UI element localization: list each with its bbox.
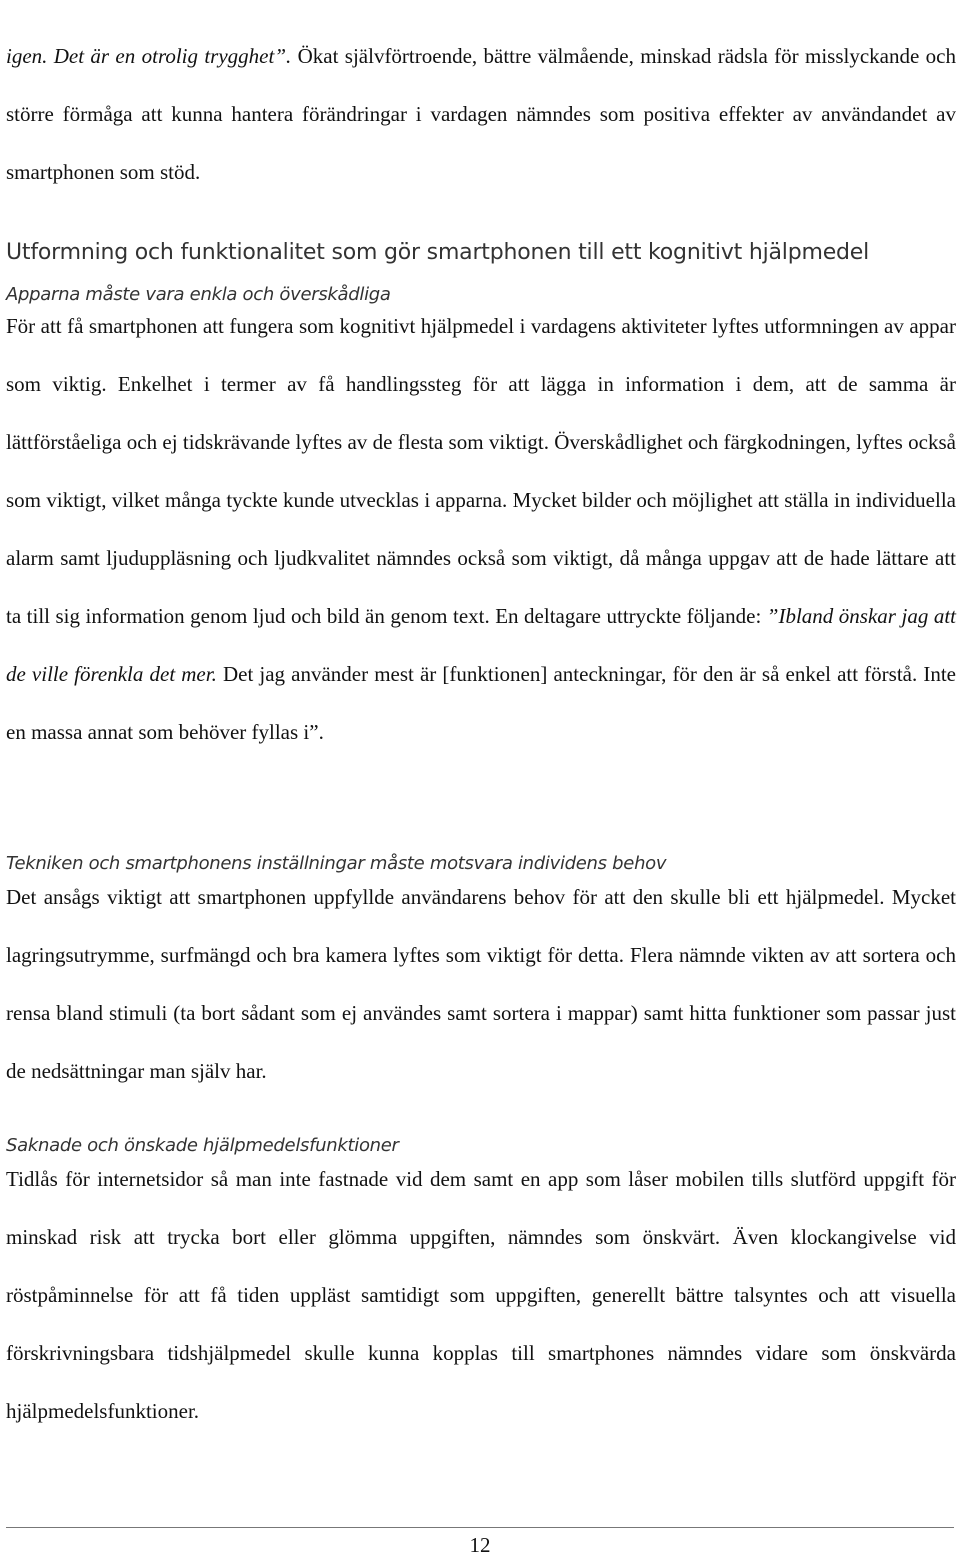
paragraph-simple-apps [6,297,956,761]
footer-divider [6,1527,954,1528]
participant-quote-rest: Det jag använder mest är [funktionen] anteckningar, för den är så enkel att förstå. Inte en massa annat som behöver fyllas i”. [6,662,956,744]
paragraph-technology-settings: Det ansågs viktigt att smartphonen uppfyllde användarens behov för att den skulle bli ett hjälpmedel. Mycket lagringsutrymme, surfmängd och bra kamera lyftes som viktigt för detta. Flera nämnde vikten av att sortera och rensa bland stimuli (ta bort sådant som ej användes samt sortera i mappar) samt hitta funktioner som passar just de nedsättningar man själv har. [6,885,956,1083]
participant-quote-italic: ”Ibland önskar jag att de ville förenkla det mer. [6,604,956,686]
paragraph-missing-functions: Tidlås för internetsidor så man inte fastnade vid dem samt en app som låser mobilen tills slutförd uppgift för minskad risk att trycka bort eller glömma uppgiften, nämndes som önskvärt. Även klockangivelse vid röstpåminnelse för att få tiden uppläst samtidigt som uppgiften, generellt bättre talsyntes och att visuella förskrivningsbara tidshjälpmedel skulle kunna kopplas till smartphones nämndes vidare som önskvärda hjälpmedelsfunktioner. [6,1167,956,1423]
paragraph-simple-apps-text: För att få smartphonen att fungera som kognitivt hjälpmedel i vardagens aktiviteter lyftes utformningen av appar som viktig. Enkelhet i termer av få handlingssteg för att lägga in information i dem, att de samma är lättförståeliga och ej tidskrävande lyftes av de flesta som viktigt. Överskådlighet och färgkodningen, lyftes också som viktigt, vilket många tyckte kunde utvecklas i apparna. Mycket bilder och möjlighet att ställa in individuella alarm samt ljuduppläsning och ljudkvalitet nämndes också som viktigt, då många uppgav att de hade lättare att ta till sig information genom ljud och bild än genom text. En deltagare uttryckte följande: [6,314,956,628]
intro-quote-end: igen. Det är en otrolig trygghet”. [6,44,292,68]
section-heading: Utformning och funktionalitet som gör smartphonen till ett kognitivt hjälpmedel [6,240,870,265]
intro-text: Ökat självförtroende, bättre välmående, minskad rädsla för misslyckande och större förmåga att kunna hantera förändringar i vardagen nämndes som positiva effekter av användandet av smartphonen som stöd. [6,44,956,184]
page-number: 12 [469,1533,491,1557]
intro-paragraph [6,27,956,201]
subheading-technology-settings: Tekniken och smartphonens inställningar måste motsvara individens behov [6,853,667,874]
subheading-missing-functions: Saknade och önskade hjälpmedelsfunktioner [6,1135,399,1156]
subheading-simple-apps: Apparna måste vara enkla och överskådliga [6,284,391,305]
